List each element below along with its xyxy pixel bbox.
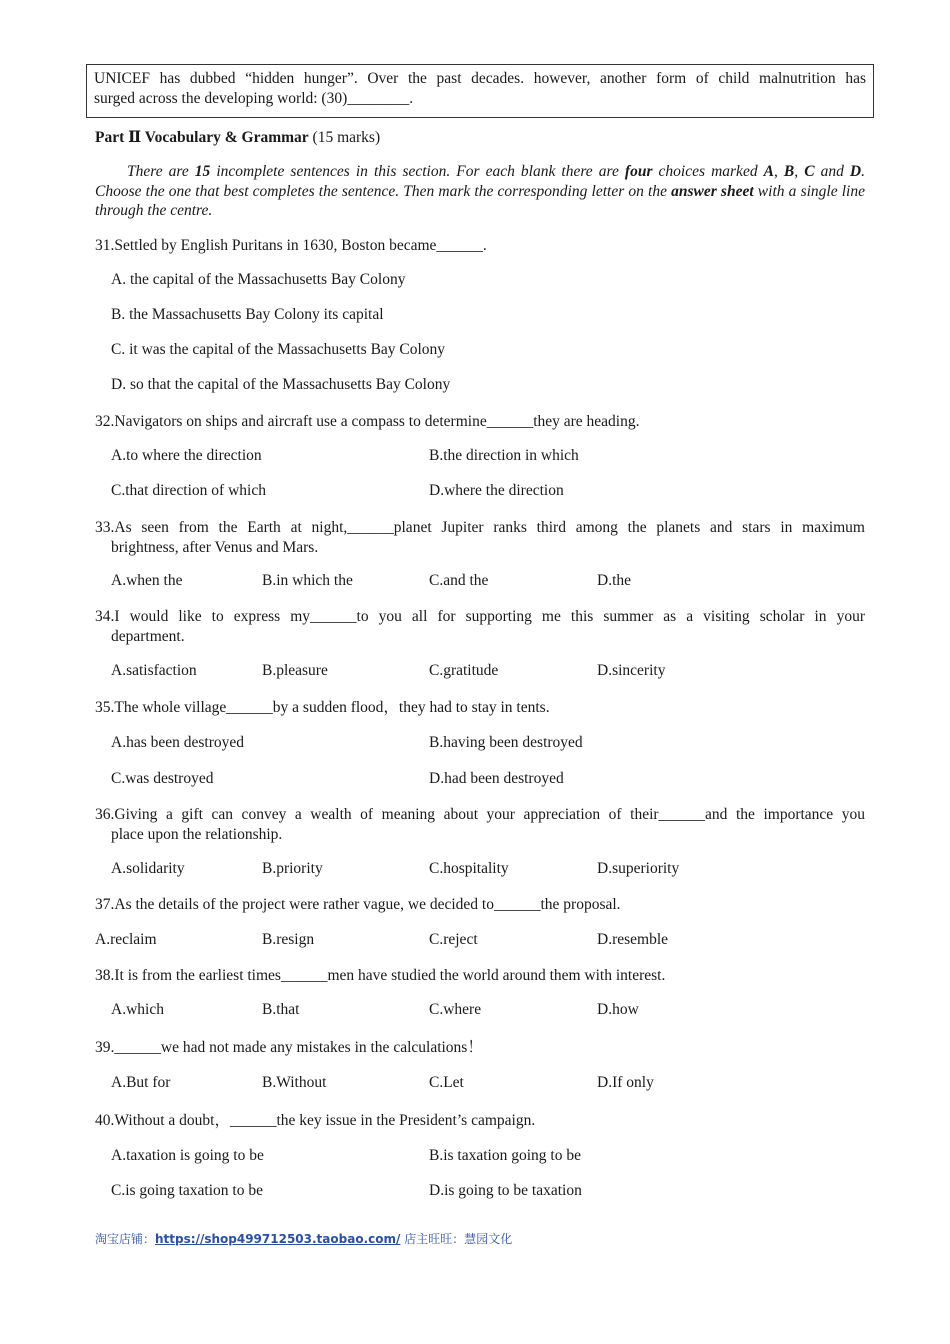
- question-33-option-b[interactable]: B.in which the: [262, 572, 353, 589]
- question-35-option-b[interactable]: B.having been destroyed: [429, 734, 583, 751]
- question-32-stem: 32.Navigators on ships and aircraft use a compass to determine______they are heading.: [95, 413, 640, 430]
- question-35-option-d[interactable]: D.had been destroyed: [429, 770, 564, 787]
- question-31-option-d[interactable]: D. so that the capital of the Massachusetts Bay Colony: [111, 376, 451, 393]
- question-36-stem-line1: 36.Giving a gift can convey a wealth of meaning about your appreciation of their______and the importance you: [95, 806, 865, 823]
- instr-text: There are: [127, 163, 195, 180]
- part-title-bold: Part Ⅱ Vocabulary & Grammar: [95, 129, 309, 146]
- question-39-option-a[interactable]: A.But for: [111, 1074, 171, 1091]
- passage-line: surged across the developing world: (30)________.: [94, 90, 414, 107]
- question-37-option-a[interactable]: A.reclaim: [95, 931, 157, 948]
- question-34-option-c[interactable]: C.gratitude: [429, 662, 499, 679]
- question-33-option-d[interactable]: D.the: [597, 572, 632, 589]
- instr-bold: C: [804, 163, 815, 180]
- question-37-option-d[interactable]: D.resemble: [597, 931, 669, 948]
- question-35-stem: 35.The whole village______by a sudden flood，they had to stay in tents.: [95, 699, 550, 716]
- question-33-option-c[interactable]: C.and the: [429, 572, 489, 589]
- passage-line: UNICEF has dubbed “hidden hunger”. Over the past decades. however, another form of child malnutrition has: [94, 70, 866, 87]
- instr-text: with a single line through the centre.: [95, 182, 865, 219]
- question-39-option-b[interactable]: B.Without: [262, 1074, 327, 1091]
- footer: [95, 1230, 512, 1247]
- question-33-stem-line2: brightness, after Venus and Mars.: [111, 538, 319, 556]
- question-32-option-d[interactable]: D.where the direction: [429, 482, 564, 499]
- question-36-option-a[interactable]: A.solidarity: [111, 860, 185, 877]
- part-marks: (15 marks): [308, 129, 381, 146]
- question-40-option-d[interactable]: D.is going to be taxation: [429, 1182, 582, 1199]
- question-36-stem: [95, 805, 865, 844]
- question-34-option-a[interactable]: A.satisfaction: [111, 662, 197, 679]
- instr-text: . Choose the one that best completes the sentence. Then mark the corresponding letter on the: [95, 163, 865, 200]
- part-title: [95, 127, 380, 147]
- question-39-option-d[interactable]: D.If only: [597, 1074, 654, 1091]
- question-37-option-c[interactable]: C.reject: [429, 931, 478, 948]
- instr-text: and: [814, 163, 850, 180]
- question-38-option-a[interactable]: A.which: [111, 1001, 164, 1018]
- question-31-option-c[interactable]: C. it was the capital of the Massachusetts Bay Colony: [111, 341, 446, 358]
- question-34-stem: [95, 607, 865, 646]
- passage-box: [86, 64, 874, 118]
- question-39-option-c[interactable]: C.Let: [429, 1074, 464, 1091]
- instr-bold: D: [849, 163, 862, 180]
- instr-text: ,: [794, 163, 805, 180]
- footer-prefix: 淘宝店铺：: [95, 1232, 156, 1246]
- question-35-option-a[interactable]: A.has been destroyed: [111, 734, 244, 751]
- question-35-option-c[interactable]: C.was destroyed: [111, 770, 214, 787]
- instr-bold: 15: [194, 163, 211, 180]
- question-36-stem-line2: place upon the relationship.: [111, 825, 283, 843]
- question-34-option-d[interactable]: D.sincerity: [597, 662, 666, 679]
- question-31-stem: 31.Settled by English Puritans in 1630, Boston became______.: [95, 237, 487, 254]
- question-36-option-c[interactable]: C.hospitality: [429, 860, 509, 877]
- question-37-stem: 37.As the details of the project were rather vague, we decided to______the proposal.: [95, 896, 621, 913]
- question-37-option-b[interactable]: B.resign: [262, 931, 315, 948]
- footer-suffix: 店主旺旺：慧园文化: [400, 1232, 513, 1246]
- question-40-option-a[interactable]: A.taxation is going to be: [111, 1147, 264, 1164]
- instr-bold: four: [624, 163, 653, 180]
- instr-text: ,: [773, 163, 784, 180]
- question-36-option-d[interactable]: D.superiority: [597, 860, 680, 877]
- question-38-stem: 38.It is from the earliest times______men have studied the world around them with interest.: [95, 967, 666, 984]
- question-31-option-b[interactable]: B. the Massachusetts Bay Colony its capital: [111, 306, 384, 323]
- question-34-stem-line2: department.: [111, 627, 185, 645]
- instr-text: incomplete sentences in this section. For each blank there are: [210, 163, 625, 180]
- instr-bold: B: [783, 163, 795, 180]
- question-36-option-b[interactable]: B.priority: [262, 860, 323, 877]
- question-40-option-c[interactable]: C.is going taxation to be: [111, 1182, 263, 1199]
- question-40-option-b[interactable]: B.is taxation going to be: [429, 1147, 581, 1164]
- instr-bold: A: [763, 163, 774, 180]
- question-40-stem: 40.Without a doubt，______the key issue in the President’s campaign.: [95, 1112, 536, 1129]
- question-33-stem-line1: 33.As seen from the Earth at night,______planet Jupiter ranks third among the planets and stars in maximum: [95, 519, 865, 536]
- question-32-option-a[interactable]: A.to where the direction: [111, 447, 262, 464]
- shop-link[interactable]: https://shop499712503.taobao.com/: [155, 1232, 401, 1246]
- question-39-stem: 39.______we had not made any mistakes in the calculations！: [95, 1039, 483, 1056]
- question-32-option-b[interactable]: B.the direction in which: [429, 447, 579, 464]
- question-38-option-d[interactable]: D.how: [597, 1001, 639, 1018]
- instructions: [95, 162, 865, 221]
- instr-text: choices marked: [652, 163, 764, 180]
- question-33-option-a[interactable]: A.when the: [111, 572, 183, 589]
- question-34-stem-line1: 34.I would like to express my______to you all for supporting me this summer as a visiting scholar in your: [95, 608, 865, 625]
- instr-bold: answer sheet: [671, 182, 754, 200]
- question-31-option-a[interactable]: A. the capital of the Massachusetts Bay Colony: [111, 271, 406, 288]
- question-33-stem: [95, 518, 865, 557]
- question-38-option-c[interactable]: C.where: [429, 1001, 482, 1018]
- question-34-option-b[interactable]: B.pleasure: [262, 662, 328, 679]
- question-32-option-c[interactable]: C.that direction of which: [111, 482, 266, 499]
- question-38-option-b[interactable]: B.that: [262, 1001, 300, 1018]
